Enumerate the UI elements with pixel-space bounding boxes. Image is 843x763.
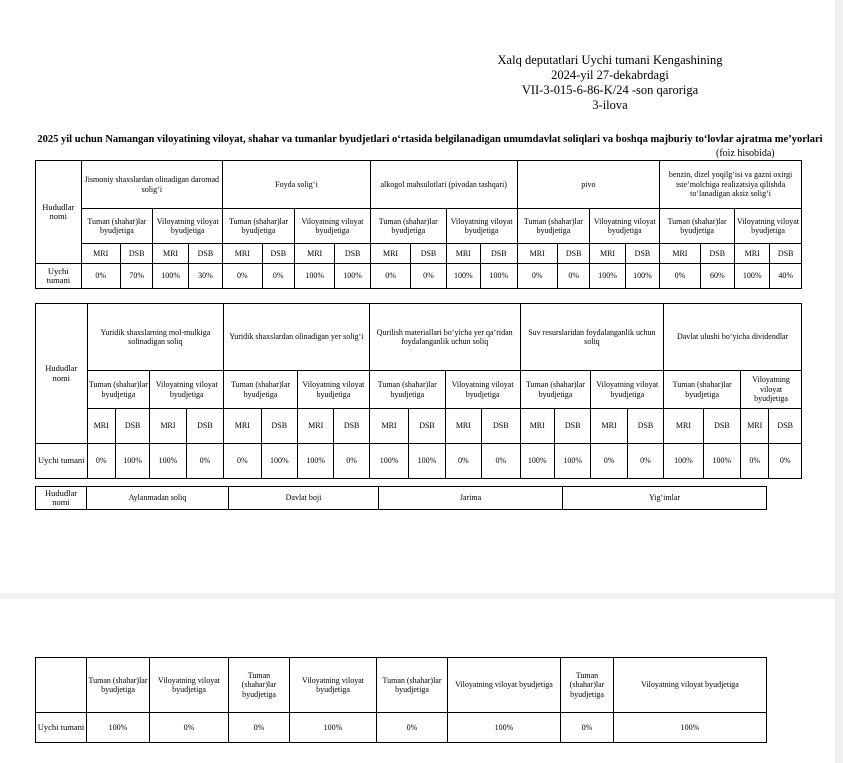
value-cell: 0% bbox=[627, 444, 663, 479]
sub-header-tuman: Tuman (shahar)lar byudjetiga bbox=[370, 209, 446, 244]
dsb-header: DSB bbox=[409, 409, 445, 444]
tax-header: Foyda solig‘i bbox=[223, 161, 371, 209]
mri-header: MRI bbox=[150, 409, 186, 444]
mri-header: MRI bbox=[445, 409, 481, 444]
dsb-header: DSB bbox=[188, 244, 222, 264]
mri-header: MRI bbox=[370, 244, 410, 264]
value-cell: 100% bbox=[290, 713, 377, 743]
sub-header-tuman: Tuman (shahar)lar byudjetiga bbox=[520, 371, 591, 409]
tax-table-4 bbox=[35, 657, 767, 743]
value-cell: 0% bbox=[377, 713, 448, 743]
sub-header-tuman: Tuman (shahar)lar byudjetiga bbox=[660, 209, 735, 244]
dsb-header: DSB bbox=[625, 244, 659, 264]
header-line-2: 2024-yil 27-dekabrdagi bbox=[551, 68, 669, 82]
value-cell: 0% bbox=[557, 264, 589, 289]
sub-header-tuman: Tuman (shahar)lar byudjetiga bbox=[87, 658, 150, 713]
dsb-header: DSB bbox=[261, 409, 297, 444]
value-cell: 30% bbox=[188, 264, 222, 289]
sub-header-tuman: Tuman (shahar)lar byudjetiga bbox=[224, 371, 298, 409]
value-cell: 0% bbox=[186, 444, 223, 479]
header-line-1: Xalq deputatlari Uychi tumani Kengashining bbox=[497, 53, 723, 67]
mri-header: MRI bbox=[224, 409, 261, 444]
tax-header: Yuridik shaxslarning mol-mulkiga solinadigan soliq bbox=[87, 304, 224, 371]
value-cell: 100% bbox=[614, 713, 767, 743]
table-row bbox=[36, 713, 767, 743]
mri-header: MRI bbox=[517, 244, 557, 264]
value-cell: 0% bbox=[223, 264, 262, 289]
value-cell: 100% bbox=[153, 264, 188, 289]
sub-header-viloyat: Viloyatning viloyat byudjetiga bbox=[614, 658, 767, 713]
sub-header-tuman: Tuman (shahar)lar byudjetiga bbox=[561, 658, 614, 713]
value-cell: 100% bbox=[664, 444, 703, 479]
dsb-header: DSB bbox=[262, 244, 294, 264]
mri-header: MRI bbox=[81, 244, 120, 264]
sub-header-viloyat: Viloyatning viloyat byudjetiga bbox=[150, 371, 224, 409]
tax-table-1 bbox=[35, 160, 802, 289]
tax-table-2 bbox=[35, 303, 802, 479]
sub-header-viloyat: Viloyatning viloyat byudjetiga bbox=[297, 371, 369, 409]
value-cell: 100% bbox=[703, 444, 740, 479]
sub-header-viloyat: Viloyatning viloyat byudjetiga bbox=[150, 658, 229, 713]
dsb-header: DSB bbox=[769, 409, 802, 444]
value-cell: 60% bbox=[700, 264, 734, 289]
tax-header: Jismoniy shaxslardan olinadigan daromad solig‘i bbox=[81, 161, 223, 209]
tax-header: alkogol mahsulotlari (pivodan tashqari) bbox=[370, 161, 517, 209]
sub-header-tuman: Tuman (shahar)lar byudjetiga bbox=[81, 209, 153, 244]
region-header: Hududlar nomi bbox=[36, 304, 88, 444]
mri-header: MRI bbox=[294, 244, 334, 264]
mri-header: MRI bbox=[369, 409, 408, 444]
sub-header-tuman: Tuman (shahar)lar byudjetiga bbox=[377, 658, 448, 713]
value-cell: 100% bbox=[150, 444, 186, 479]
value-cell: 0% bbox=[150, 713, 229, 743]
dsb-header: DSB bbox=[482, 409, 520, 444]
mri-header: MRI bbox=[297, 409, 333, 444]
row-label: Uychi tumani bbox=[36, 444, 88, 479]
value-cell: 100% bbox=[409, 444, 445, 479]
value-cell: 0% bbox=[445, 444, 481, 479]
value-cell: 0% bbox=[81, 264, 120, 289]
document-title: 2025 yil uchun Namangan viloyatining viloyat, shahar va tumanlar byudjetlari o‘rtasida belgilanadigan umumdavlat soliqlari va boshqa majburiy to‘lovlar ajratma me’yorlari bbox=[37, 134, 823, 145]
unit-note: (foiz hisobida) bbox=[716, 148, 775, 159]
value-cell: 100% bbox=[294, 264, 334, 289]
tax-header: Jarima bbox=[379, 487, 563, 510]
sub-header-viloyat: Viloyatning viloyat byudjetiga bbox=[445, 371, 520, 409]
sub-header-tuman: Tuman (shahar)lar byudjetiga bbox=[517, 209, 590, 244]
value-cell: 0% bbox=[411, 264, 446, 289]
dsb-header: DSB bbox=[411, 244, 446, 264]
dsb-header: DSB bbox=[115, 409, 149, 444]
mri-header: MRI bbox=[741, 409, 769, 444]
sub-header-viloyat: Viloyatning viloyat byudjetiga bbox=[446, 209, 517, 244]
value-cell: 100% bbox=[448, 713, 561, 743]
dsb-header: DSB bbox=[557, 244, 589, 264]
dsb-header: DSB bbox=[334, 409, 369, 444]
sub-header-viloyat: Viloyatning viloyat byudjetiga bbox=[294, 209, 370, 244]
dsb-header: DSB bbox=[120, 244, 152, 264]
value-cell: 100% bbox=[735, 264, 770, 289]
value-cell: 100% bbox=[554, 444, 590, 479]
mri-header: MRI bbox=[664, 409, 703, 444]
value-cell: 100% bbox=[590, 264, 625, 289]
value-cell: 100% bbox=[625, 264, 659, 289]
tax-header: pivo bbox=[517, 161, 660, 209]
value-cell: 100% bbox=[115, 444, 149, 479]
mri-header: MRI bbox=[591, 409, 627, 444]
value-cell: 100% bbox=[520, 444, 554, 479]
tax-header: Davlat boji bbox=[229, 487, 379, 510]
value-cell: 0% bbox=[482, 444, 520, 479]
value-cell: 0% bbox=[517, 264, 557, 289]
value-cell: 0% bbox=[741, 444, 769, 479]
value-cell: 0% bbox=[370, 264, 410, 289]
dsb-header: DSB bbox=[335, 244, 370, 264]
value-cell: 0% bbox=[769, 444, 802, 479]
sub-header-viloyat: Viloyatning viloyat byudjetiga bbox=[448, 658, 561, 713]
tax-header: Davlat ulushi bo‘yicha dividendlar bbox=[664, 304, 802, 371]
mri-header: MRI bbox=[520, 409, 554, 444]
mri-header: MRI bbox=[735, 244, 770, 264]
sub-header-viloyat: Viloyatning viloyat byudjetiga bbox=[590, 209, 660, 244]
value-cell: 100% bbox=[297, 444, 333, 479]
dsb-header: DSB bbox=[554, 409, 590, 444]
sub-header-viloyat: Viloyatning viloyat byudjetiga bbox=[290, 658, 377, 713]
sub-header-viloyat: Viloyatning viloyat byudjetiga bbox=[741, 371, 802, 409]
tax-header: Qurilish materiallari bo‘yicha yer qa’ridan foydalanganlik uchun soliq bbox=[369, 304, 520, 371]
value-cell: 100% bbox=[335, 264, 370, 289]
sub-header-viloyat: Viloyatning viloyat byudjetiga bbox=[153, 209, 223, 244]
value-cell: 0% bbox=[660, 264, 700, 289]
table-row bbox=[36, 264, 802, 289]
mri-header: MRI bbox=[660, 244, 700, 264]
value-cell: 0% bbox=[224, 444, 261, 479]
dsb-header: DSB bbox=[186, 409, 223, 444]
value-cell: 40% bbox=[770, 264, 802, 289]
tax-header: benzin, dizel yoqilg‘isi va gazni oxirgi iste’molchiga realizatsiya qilishda to‘lanadigan aksiz solig‘i bbox=[660, 161, 802, 209]
decision-header bbox=[430, 53, 790, 113]
value-cell: 0% bbox=[87, 444, 115, 479]
dsb-header: DSB bbox=[703, 409, 740, 444]
sub-header-tuman: Tuman (shahar)lar byudjetiga bbox=[664, 371, 741, 409]
tax-header: Aylanmadan soliq bbox=[87, 487, 229, 510]
value-cell: 0% bbox=[334, 444, 369, 479]
tax-header: Yig‘imlar bbox=[563, 487, 767, 510]
region-header-empty bbox=[36, 658, 87, 713]
dsb-header: DSB bbox=[700, 244, 734, 264]
sub-header-viloyat: Viloyatning viloyat byudjetiga bbox=[735, 209, 802, 244]
value-cell: 100% bbox=[481, 264, 517, 289]
mri-header: MRI bbox=[446, 244, 480, 264]
header-line-3: VII-3-015-6-86-K/24 -son qaroriga bbox=[521, 83, 699, 97]
mri-header: MRI bbox=[590, 244, 625, 264]
value-cell: 0% bbox=[561, 713, 614, 743]
row-label: Uychi tumani bbox=[36, 713, 87, 743]
value-cell: 100% bbox=[87, 713, 150, 743]
table-row bbox=[36, 444, 802, 479]
sub-header-tuman: Tuman (shahar)lar byudjetiga bbox=[229, 658, 290, 713]
value-cell: 100% bbox=[261, 444, 297, 479]
dsb-header: DSB bbox=[481, 244, 517, 264]
region-header: Hududlar nomi bbox=[36, 487, 87, 510]
dsb-header: DSB bbox=[627, 409, 663, 444]
sub-header-viloyat: Viloyatning viloyat byudjetiga bbox=[591, 371, 664, 409]
value-cell: 0% bbox=[262, 264, 294, 289]
tax-header: Yuridik shaxslardan olinadigan yer solig‘i bbox=[224, 304, 370, 371]
value-cell: 100% bbox=[369, 444, 408, 479]
mri-header: MRI bbox=[223, 244, 262, 264]
header-line-4: 3-ilova bbox=[592, 98, 628, 112]
mri-header: MRI bbox=[87, 409, 115, 444]
sub-header-tuman: Tuman (shahar)lar byudjetiga bbox=[369, 371, 445, 409]
dsb-header: DSB bbox=[770, 244, 802, 264]
sub-header-tuman: Tuman (shahar)lar byudjetiga bbox=[223, 209, 295, 244]
mri-header: MRI bbox=[153, 244, 188, 264]
row-label: Uychi tumani bbox=[36, 264, 82, 289]
tax-header: Suv resurslaridan foydalanganlik uchun soliq bbox=[520, 304, 664, 371]
value-cell: 0% bbox=[591, 444, 627, 479]
value-cell: 70% bbox=[120, 264, 152, 289]
tax-table-3 bbox=[35, 486, 767, 510]
region-header: Hududlar nomi bbox=[36, 161, 82, 264]
value-cell: 0% bbox=[229, 713, 290, 743]
sub-header-tuman: Tuman (shahar)lar byudjetiga bbox=[87, 371, 150, 409]
value-cell: 100% bbox=[446, 264, 480, 289]
